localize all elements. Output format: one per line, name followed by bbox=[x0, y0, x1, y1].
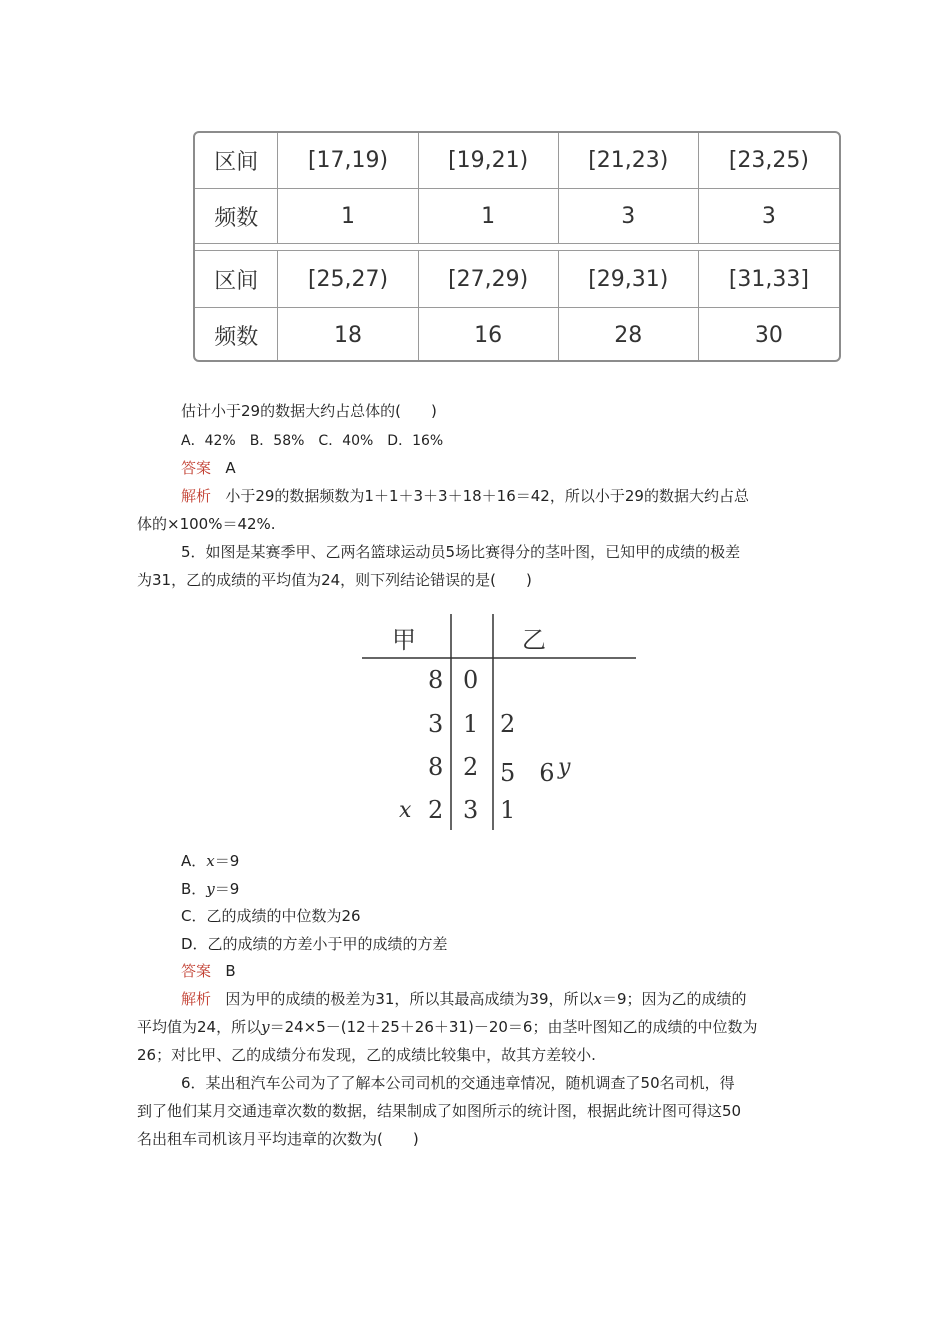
right-leaf: 2 bbox=[500, 710, 516, 738]
q4-options: A．42% B．58% C．40% D．16% bbox=[181, 433, 444, 449]
table-row bbox=[195, 189, 839, 243]
q5-analysis-line-1 bbox=[181, 989, 747, 1009]
header-interval: 区间 bbox=[195, 251, 278, 307]
left-leaf: 8 bbox=[428, 666, 444, 694]
header-frequency: 频数 bbox=[195, 189, 278, 243]
interval-cell: [31,33] bbox=[728, 266, 809, 292]
q4-analysis-line-2: 体的×100%＝42%. bbox=[137, 515, 276, 533]
table-row bbox=[195, 133, 839, 189]
interval-cell: [29,31) bbox=[559, 251, 699, 307]
q6-line-1: 6．某出租汽车公司为了了解本公司司机的交通违章情况，随机调查了50名司机，得 bbox=[181, 1074, 735, 1092]
right-leaf: 1 bbox=[500, 796, 516, 824]
frequency-cell: 28 bbox=[559, 308, 699, 362]
left-leaf: 8 bbox=[428, 753, 444, 781]
q4-analysis-line-1 bbox=[181, 486, 749, 506]
frequency-cell: 3 bbox=[761, 203, 776, 229]
left-title: 甲 bbox=[392, 626, 416, 654]
stem-value: 0 bbox=[463, 666, 479, 694]
right-leaf-variable: y bbox=[558, 755, 571, 780]
answer-label: 答案 bbox=[181, 962, 212, 980]
interval-cell: [19,21) bbox=[419, 133, 559, 188]
right-leaf: 5 6 bbox=[500, 759, 555, 787]
frequency-table bbox=[193, 131, 841, 362]
left-leaf-variable: x bbox=[399, 798, 412, 823]
q5-stem-line-1: 5．如图是某赛季甲、乙两名篮球运动员5场比赛得分的茎叶图，已知甲的成绩的极差 bbox=[181, 543, 741, 561]
interval-cell: [21,23) bbox=[559, 133, 699, 188]
right-title: 乙 bbox=[522, 626, 546, 654]
interval-cell: [23,25) bbox=[728, 148, 809, 173]
q5-option-d: D．乙的成绩的方差小于甲的成绩的方差 bbox=[181, 935, 448, 953]
left-leaf: 3 bbox=[428, 710, 444, 738]
analysis-variable: x bbox=[593, 990, 602, 1008]
table-divider bbox=[195, 243, 839, 251]
q5-analysis-line-2 bbox=[137, 1017, 757, 1037]
q5-stem-line-2: 为31，乙的成绩的平均值为24，则下列结论错误的是( ) bbox=[137, 571, 532, 589]
stem-value: 2 bbox=[463, 753, 479, 781]
option-variable: x bbox=[206, 852, 215, 870]
stem-leaf-plot bbox=[348, 600, 648, 842]
stem-value: 3 bbox=[463, 796, 479, 824]
q6-line-3: 名出租车司机该月平均违章的次数为( ) bbox=[137, 1130, 419, 1148]
table-row bbox=[195, 251, 839, 308]
q4-question: 估计小于29的数据大约占总体的( ) bbox=[181, 402, 437, 420]
option-prefix: B． bbox=[181, 880, 207, 898]
analysis-text: ＝9；因为乙的成绩的 bbox=[601, 990, 747, 1008]
answer-value: A bbox=[225, 459, 236, 477]
frequency-cell: 1 bbox=[419, 189, 559, 243]
analysis-variable: y bbox=[261, 1018, 270, 1036]
q5-option-b bbox=[181, 879, 239, 899]
left-leaf: 2 bbox=[428, 796, 444, 824]
header-interval: 区间 bbox=[195, 133, 278, 188]
q4-answer bbox=[181, 458, 236, 478]
q5-answer bbox=[181, 961, 236, 981]
analysis-label: 解析 bbox=[181, 487, 212, 505]
table-row bbox=[195, 308, 839, 362]
option-prefix: A． bbox=[181, 852, 207, 870]
interval-cell: [17,19) bbox=[278, 133, 418, 188]
frequency-cell: 16 bbox=[419, 308, 559, 362]
frequency-cell: 1 bbox=[278, 189, 418, 243]
option-text: ＝9 bbox=[214, 880, 240, 898]
analysis-label: 解析 bbox=[181, 990, 212, 1008]
frequency-cell: 30 bbox=[754, 322, 783, 348]
frequency-cell: 18 bbox=[278, 308, 418, 362]
option-variable: y bbox=[206, 880, 215, 898]
answer-value: B bbox=[225, 962, 236, 980]
q6-line-2: 到了他们某月交通违章次数的数据，结果制成了如图所示的统计图，根据此统计图可得这50 bbox=[137, 1102, 742, 1120]
analysis-text: 平均值为24，所以 bbox=[137, 1018, 262, 1036]
q5-option-c: C．乙的成绩的中位数为26 bbox=[181, 907, 361, 925]
interval-cell: [25,27) bbox=[278, 251, 418, 307]
header-frequency: 频数 bbox=[195, 308, 278, 362]
stem-value: 1 bbox=[463, 710, 479, 738]
option-text: ＝9 bbox=[214, 852, 240, 870]
q5-analysis-line-3: 26；对比甲、乙的成绩分布发现，乙的成绩比较集中，故其方差较小. bbox=[137, 1046, 596, 1064]
q5-option-a bbox=[181, 851, 239, 871]
answer-label: 答案 bbox=[181, 459, 212, 477]
frequency-cell: 3 bbox=[559, 189, 699, 243]
interval-cell: [27,29) bbox=[419, 251, 559, 307]
analysis-text: ＝24×5－(12＋25＋26＋31)－20＝6；由茎叶图知乙的成绩的中位数为 bbox=[269, 1018, 758, 1036]
analysis-text: 小于29的数据频数为1＋1＋3＋3＋18＋16＝42，所以小于29的数据大约占总 bbox=[225, 487, 749, 505]
analysis-text: 因为甲的成绩的极差为31，所以其最高成绩为39，所以 bbox=[225, 990, 594, 1008]
